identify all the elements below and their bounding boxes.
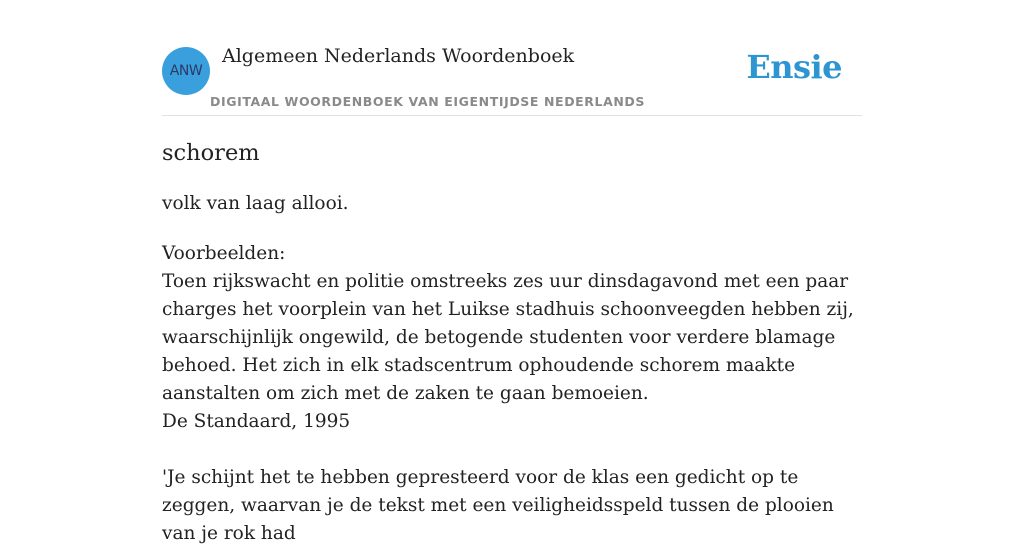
entry-definition: volk van laag allooi. [162, 193, 349, 214]
example-text: 'Je schijnt het te hebben gepresteerd voor de klas een gedicht op te zeggen, waarvan je de tekst met een veiligheidsspeld tussen de plooien van je rok had [162, 467, 834, 544]
examples-section [162, 240, 862, 548]
site-subtitle: DIGITAAL WOORDENBOEK VAN EIGENTIJDSE NEDERLANDS [210, 94, 646, 109]
anw-logo[interactable] [162, 47, 210, 95]
example-text: Toen rijkswacht en politie omstreeks zes uur dinsdagavond met een paar charges het voorplein van het Luikse stadhuis schoonveegden hebben zij, waarschijnlijk ongewild, de betogende studenten voor verdere blamage behoed. Het zich in elk stadscentrum ophoudende schorem maakte aanstalten om zich met de zaken te gaan bemoeien. [162, 271, 854, 404]
site-title[interactable]: Algemeen Nederlands Woordenboek [222, 45, 575, 67]
logo-text: ANW [169, 63, 203, 79]
example-source: De Standaard, 1995 [162, 411, 351, 432]
examples-label: Voorbeelden: [162, 243, 286, 264]
content-container [162, 0, 862, 544]
ensie-brand-logo[interactable]: Ensie [746, 48, 842, 86]
entry-word: schorem [162, 140, 260, 166]
site-header [162, 0, 862, 116]
example-spacer [162, 436, 862, 464]
